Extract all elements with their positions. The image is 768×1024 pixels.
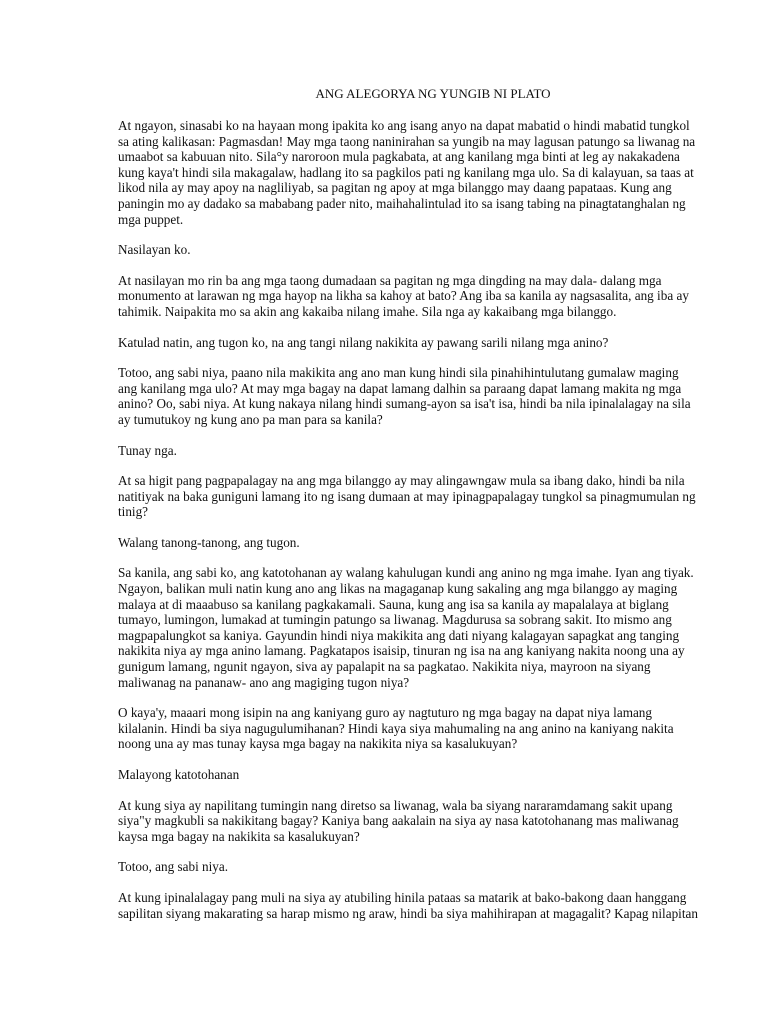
text-line: Katulad natin, ang tugon ko, na ang tangi nilang nakikita ay pawang sarili nilang mga anino? [118,334,609,350]
text-line: magpapalungkot sa kaniya. Gayundin hindi niya makikita ang dati niyang kalagayan sapagkat ang tanging [118,627,680,643]
text-line: monumento at larawan ng mga hayop na likha sa kahoy at bato? Ang iba sa kanila ay nagsasalita, ang iba ay [118,288,689,304]
text-line: O kaya'y, maaari mong isipin na ang kaniyang guro ay nagtuturo ng mga bagay na dapat niya lamang [118,705,652,721]
paragraph [118,890,728,921]
text-line: sapilitan siyang makarating sa harap mismo ng araw, hindi ba siya mahihirapan at magagalit? Kapag nilapitan [118,905,698,921]
text-line: mga puppet. [118,211,184,227]
text-line: Nasilayan ko. [118,242,191,258]
text-line: Ngayon, balikan muli natin kung ano ang likas na magaganap kung sakaling ang mga bilanggo ay maging [118,581,678,597]
document-body [118,118,728,921]
text-line: Totoo, ang sabi niya, paano nila makikita ang ano man kung hindi sila pinahihintulutang gumalaw maging [118,365,679,381]
text-line: At kung ipinalalagay pang muli na siya ay atubiling hinila pataas sa matarik at bako-bakong daan hanggang [118,889,687,905]
text-line: ang kanilang mga ulo? At may mga bagay na dapat lamang dalhin sa paraang dapat lamang makita ng mga [118,380,682,396]
text-line: tumayo, lumingon, lumakad at tumingin patungo sa liwanag. Magdurusa sa sobrang sakit. Ito mismo ang [118,612,672,628]
paragraph [118,565,728,690]
text-line: paningin mo ay dadako sa mababang pader nito, maihahalintulad ito sa isang tabing na pinagtatanghalan ng [118,195,686,211]
text-line: Sa kanila, ang sabi ko, ang katotohanan ay walang kahulugan kundi ang anino ng mga imahe. Iyan ang tiyak. [118,565,694,581]
paragraph [118,705,728,752]
paragraph [118,118,728,227]
paragraph [118,798,728,845]
text-line: noong una ay mas tunay kaysa mga bagay na nakikita niya sa kasalukuyan? [118,736,518,752]
document-title: ANG ALEGORYA NG YUNGIB NI PLATO [315,86,551,101]
text-line: umaabot sa kabuuan nito. Sila°y naroroon mula pagkabata, at ang kanilang mga binti at leg ay nakakadena [118,149,680,165]
text-line: maliwanag na pananaw- ano ang magiging tugon niya? [118,674,410,690]
paragraph [118,859,728,875]
text-line: sa ating kalikasan: Pagmasdan! May mga taong naninirahan sa yungib na may lagusan patungo sa liwanag na [118,133,696,149]
text-line: At ngayon, sinasabi ko na hayaan mong ipakita ko ang isang anyo na dapat mabatid o hindi mabatid tungkol [118,118,690,133]
text-line: Tunay nga. [118,442,177,458]
paragraph [118,767,728,783]
text-line: anino? Oo, sabi niya. At kung nakaya nilang hindi sumang-ayon sa isa't isa, hindi ba nila ipinalalagay na sila [118,396,691,412]
paragraph [118,443,728,459]
paragraph [118,335,728,351]
paragraph [118,273,728,320]
paragraph [118,535,728,551]
text-line: Malayong katotohanan [118,767,240,782]
text-line: gunigum lamang, ngunit ngayon, siva ay papalapit na sa pagkatao. Nakikita niya, mayroon na siyang [118,659,651,675]
text-line: Totoo, ang sabi niya. [118,859,229,875]
paragraph [118,365,728,427]
text-line: tahimik. Naipakita mo sa akin ang kakaiba nilang imahe. Sila nga ay kakaibang mga bilanggo. [118,303,617,319]
paragraph [118,473,728,520]
text-line: At nasilayan mo rin ba ang mga taong dumadaan sa pagitan ng mga dingding na may dala- dalang mga [118,272,662,288]
text-line: kung kaya't hindi sila makagalaw, hadlang ito sa pagkilos pati ng kanilang mga ulo. Sa di kalayuan, sa taas at [118,164,694,180]
text-line: kilalanin. Hindi ba siya nagugulumihanan? Hindi kaya siya mahumaling na ang anino na kaniyang nakita [118,720,674,736]
text-line: tinig? [118,504,149,520]
text-line: likod nila ay may apoy na nagliliyab, sa pagitan ng apoy at mga bilanggo may daang papataas. Kung ang [118,180,672,196]
paragraph [118,242,728,258]
text-line: nakikita niya ay mga anino lamang. Pagkatapos isaisip, tinuran ng isa na ang kaniyang nakita noong una ay [118,643,685,659]
text-line: At kung siya ay napilitang tumingin nang diretso sa liwanag, wala ba siyang nararamdamang sakit upang [118,797,673,813]
text-line: Walang tanong-tanong, ang tugon. [118,534,300,550]
text-line: kaysa mga bagay na nakikita sa kasalukuyan? [118,828,360,844]
text-line: malaya at di maaabuso sa kanilang pagkakamali. Sauna, kung ang isa sa kanila ay mapalalaya at biglang [118,596,669,612]
text-line: natitiyak na baka guniguni lamang ito ng isang dumaan at may ipinagpapalagay tungkol sa pinagmumulan ng [118,488,696,504]
text-line: siya"y magkubli sa nakikitang bagay? Kaniya bang aakalain na siya ay nasa katotohanang mas maliwanag [118,813,679,829]
text-line: ay tumutukoy ng kung ano pa man para sa kanila? [118,411,383,427]
text-line: At sa higit pang pagpapalagay na ang mga bilanggo ay may alingawngaw mula sa ibang dako, hindi ba nila [118,473,685,489]
